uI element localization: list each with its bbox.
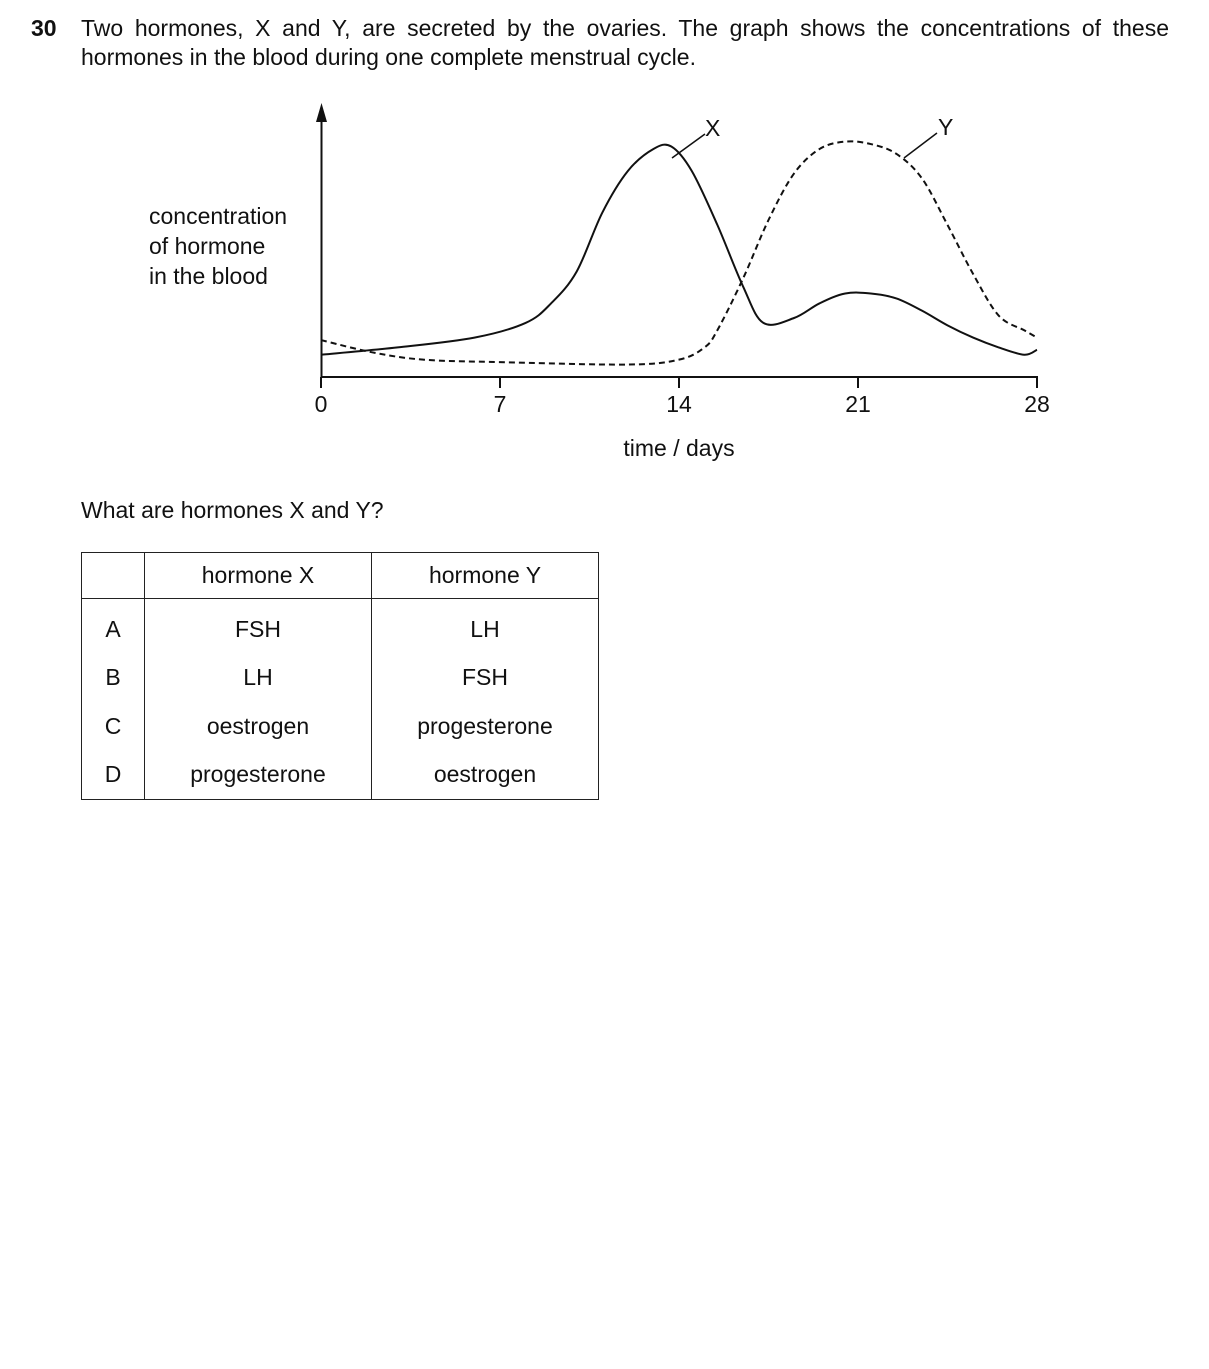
question-number: 30: [31, 15, 57, 41]
option-hormone-x: progesterone: [145, 751, 372, 800]
option-row-b[interactable]: [82, 654, 599, 703]
option-row-c[interactable]: [82, 702, 599, 751]
option-letter: A: [82, 599, 145, 654]
option-hormone-y: FSH: [372, 654, 599, 703]
series-label-y: Y: [938, 114, 954, 140]
x-tick-label: 14: [666, 391, 692, 417]
x-tick-label: 21: [845, 391, 871, 417]
option-hormone-y: LH: [372, 599, 599, 654]
option-hormone-x: FSH: [145, 599, 372, 654]
question-prompt: What are hormones X and Y?: [81, 497, 384, 523]
leader-line-y: [904, 133, 937, 158]
option-hormone-y: progesterone: [372, 702, 599, 751]
table-header-row: [82, 553, 599, 599]
option-letter: B: [82, 654, 145, 703]
header-hormone-x: hormone X: [145, 553, 372, 599]
option-letter: C: [82, 702, 145, 751]
y-axis-label: concentration of hormone in the blood: [149, 203, 288, 289]
series-line-y: [321, 141, 1037, 364]
header-hormone-y: hormone Y: [372, 553, 599, 599]
option-hormone-y: oestrogen: [372, 751, 599, 800]
x-tick-label: 7: [493, 391, 507, 417]
x-axis-label: time / days: [623, 435, 735, 461]
series-line-x: [321, 145, 1037, 355]
series-label-x: X: [705, 115, 721, 141]
answer-options-table: [81, 552, 599, 800]
x-tick-label: 28: [1024, 391, 1050, 417]
option-row-d[interactable]: [82, 751, 599, 800]
x-tick-label: 0: [314, 391, 328, 417]
option-row-a[interactable]: [82, 599, 599, 654]
y-axis-arrow: [316, 103, 327, 122]
header-letter-cell: [82, 553, 145, 599]
option-letter: D: [82, 751, 145, 800]
option-hormone-x: LH: [145, 654, 372, 703]
question-text: Two hormones, X and Y, are secreted by the ovaries. The graph shows the concentrations of these hormones in the blood during one complete menstrual cycle.: [81, 15, 1169, 70]
option-hormone-x: oestrogen: [145, 702, 372, 751]
leader-line-x: [672, 134, 705, 158]
